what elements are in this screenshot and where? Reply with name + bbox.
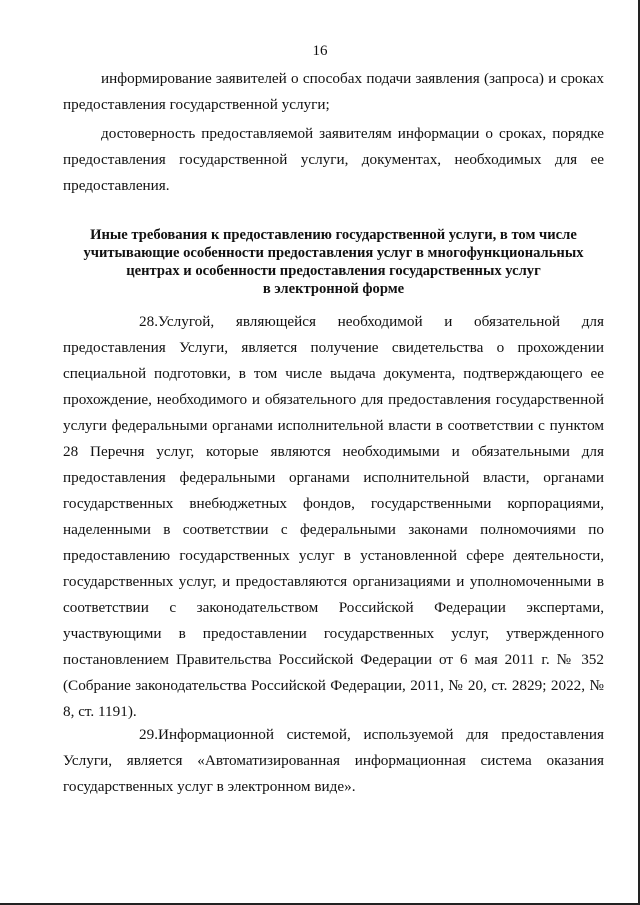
heading-line: центрах и особенности предоставления государственных услуг — [126, 263, 541, 279]
heading-line: учитывающие особенности предоставления услуг в многофункциональных — [83, 245, 584, 261]
item-28-paragraph — [63, 309, 604, 725]
item-number: 28. — [139, 313, 158, 330]
page-number: 16 — [312, 43, 328, 59]
heading-line: Иные требования к предоставлению государственной услуги, в том числе — [90, 227, 577, 243]
item-number: 29. — [139, 726, 158, 743]
item-text: Услугой, являющейся необходимой и обязательной для предоставления Услуги, является получение свидетельства о прохождении специальной подготовки, в том числе выдача документа, подтверждающего ее прохождение, необходимого и обязательного для предоставления государственной услуги федеральными органами исполнительной власти в соответствии с пунктом 28 Перечня услуг, которые являются необходимыми и обязательными для предоставления федеральными органами исполнительной власти, органами государственных внебюджетных фондов, государственными корпорациями, наделенными в соответствии с федеральными законами полномочиями по предоставлению государственных услуг в установленной сфере деятельности, государственных услуг, и предоставляются организациями и уполномоченными в соответствии с законодательством Российской Федерации экспертами, участвующими в предоставлении государственных услуг, утвержденного постановлением Правительства Российской Федерации от 6 мая 2011 г. № 352 (Собрание законодательства Российской Федерации, 2011, № 20, ст. 2829; 2022, № 8, ст. 1191). — [63, 313, 604, 720]
item-text: Информационной системой, используемой для предоставления Услуги, является «Автоматизированная информационная система оказания государственных услуг в электронном виде». — [63, 726, 604, 795]
section-heading — [63, 226, 604, 298]
paragraph-reliability — [63, 121, 604, 199]
paragraph-informing — [63, 66, 604, 118]
paragraph-text: достоверность предоставляемой заявителям информации о сроках, порядке предоставления государственной услуги, документах, необходимых для ее предоставления. — [63, 125, 604, 194]
paragraph-text: информирование заявителей о способах подачи заявления (запроса) и сроках предоставления государственной услуги; — [63, 70, 604, 113]
heading-line: в электронной форме — [262, 281, 405, 297]
item-29 — [63, 722, 604, 800]
item-29-paragraph — [63, 722, 604, 800]
item-28 — [63, 309, 604, 725]
